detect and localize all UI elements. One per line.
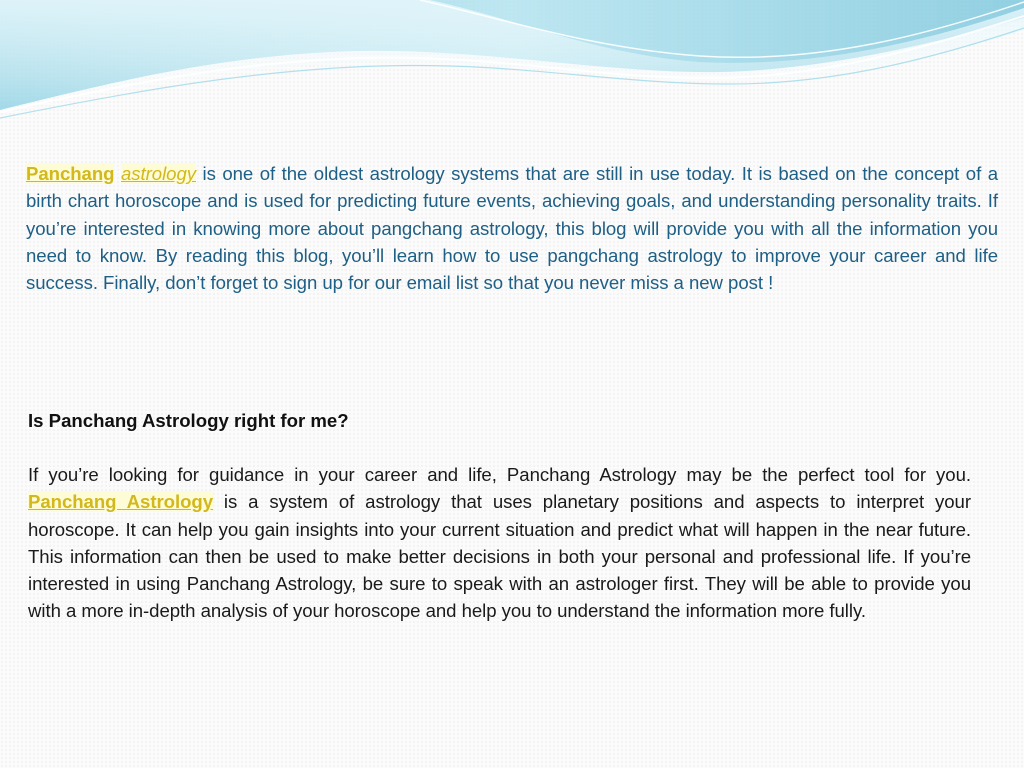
astrology-link[interactable]: astrology — [120, 163, 196, 184]
intro-text: is one of the oldest astrology systems that are still in use today. It is based on the concept of a birth chart horoscope and is used for predicting future events, achieving goals, and understanding personality traits. If you’re interested in knowing more about pangchang astrology, this blog will provide you with all the information you need to know. By reading this blog, you’ll learn how to use pangchang astrology to improve your career and life success. Finally, don’t forget to sign up for our email list so that you never miss a new post ! — [26, 163, 998, 294]
intro-paragraph — [26, 160, 998, 296]
panchang-astrology-link[interactable]: Panchang Astrology — [28, 491, 214, 513]
section-text-after-link: is a system of astrology that uses planetary positions and aspects to interpret your horoscope. It can help you gain insights into your current situation and predict what will happen in the near future. This information can then be used to make better decisions in both your personal and professional life. If you’re interested in using Panchang Astrology, be sure to speak with an astrologer first. They will be able to provide you with a more in-depth analysis of your horoscope and help you to understand the information more fully. — [28, 491, 971, 622]
panchang-link[interactable]: Panchang — [26, 163, 115, 184]
section-paragraph — [28, 461, 971, 625]
section-heading: Is Panchang Astrology right for me? — [28, 410, 349, 431]
header-wave-decoration — [0, 0, 1024, 120]
section-text-before-link: If you’re looking for guidance in your career and life, Panchang Astrology may be the perfect tool for you. — [28, 464, 971, 485]
